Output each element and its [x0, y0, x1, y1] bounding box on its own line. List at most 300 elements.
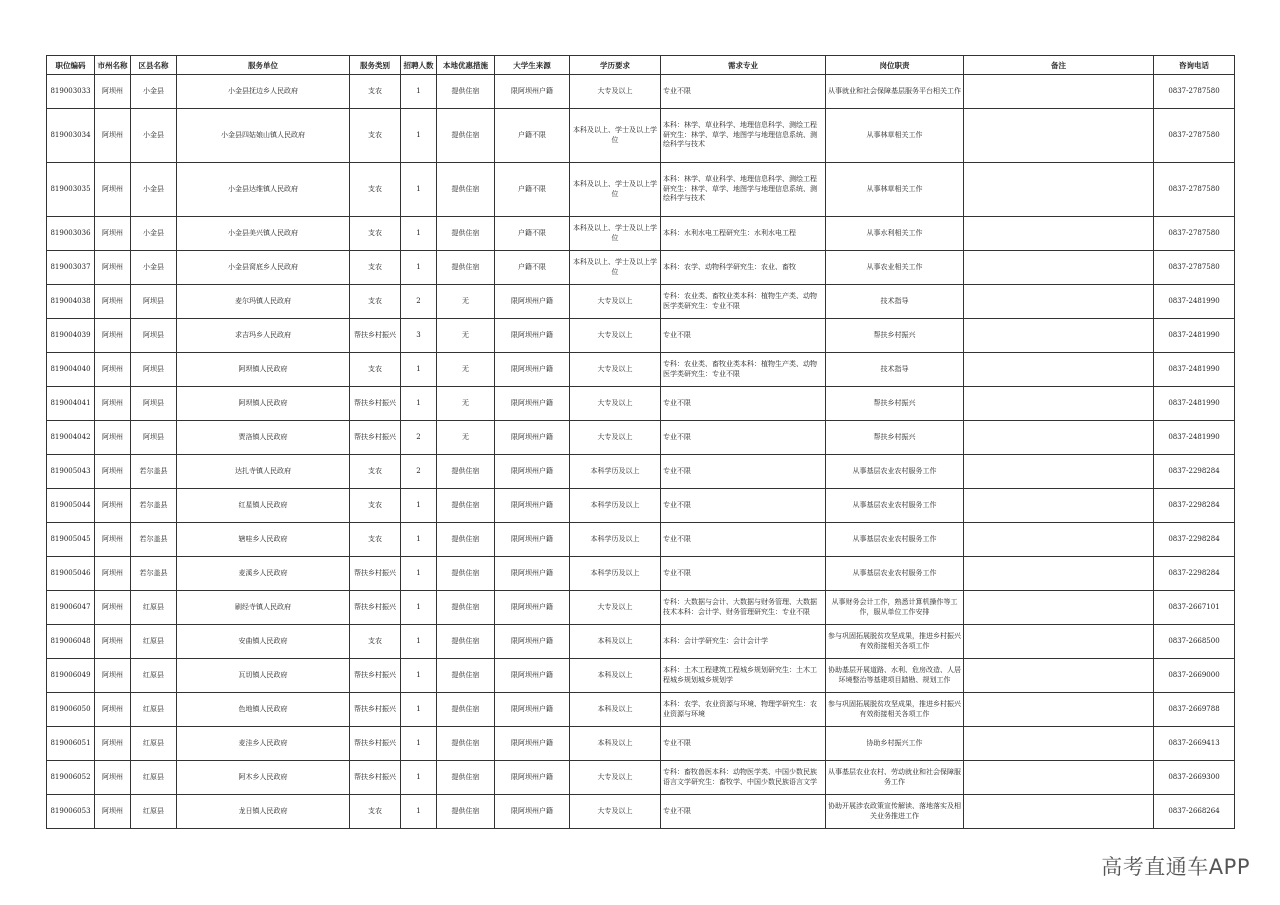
cell-county: 红原县	[131, 591, 177, 625]
cell-phone: 0837-2481990	[1154, 285, 1235, 319]
col-header-major: 需求专业	[661, 56, 826, 75]
cell-count: 1	[401, 557, 437, 591]
cell-unit: 贾洛镇人民政府	[177, 421, 350, 455]
cell-unit: 辖哇乡人民政府	[177, 523, 350, 557]
cell-city: 阿坝州	[95, 693, 131, 727]
cell-phone: 0837-2667101	[1154, 591, 1235, 625]
cell-education: 本科学历及以上	[570, 523, 661, 557]
cell-source: 限阿坝州户籍	[495, 75, 570, 109]
cell-code: 819006052	[47, 761, 95, 795]
cell-code: 819003037	[47, 251, 95, 285]
cell-city: 阿坝州	[95, 217, 131, 251]
cell-duty: 参与巩固拓展脱贫攻坚成果，推进乡村振兴有效衔接相关各项工作	[826, 625, 964, 659]
cell-major: 本科：林学、草业科学、地理信息科学、测绘工程研究生：林学、草学、地图学与地理信息系统、测绘科学与技术	[661, 163, 826, 217]
cell-source: 限阿坝州户籍	[495, 523, 570, 557]
cell-phone: 0837-2298284	[1154, 489, 1235, 523]
cell-city: 阿坝州	[95, 285, 131, 319]
cell-category: 支农	[350, 285, 401, 319]
cell-code: 819006050	[47, 693, 95, 727]
cell-city: 阿坝州	[95, 489, 131, 523]
cell-county: 若尔盖县	[131, 455, 177, 489]
cell-county: 小金县	[131, 109, 177, 163]
cell-unit: 达扎寺镇人民政府	[177, 455, 350, 489]
col-header-category: 服务类别	[350, 56, 401, 75]
table-row	[47, 693, 1235, 727]
cell-category: 帮扶乡村振兴	[350, 319, 401, 353]
cell-county: 小金县	[131, 75, 177, 109]
cell-benefit: 提供住宿	[437, 557, 495, 591]
cell-major: 本科：林学、草业科学、地理信息科学、测绘工程研究生：林学、草学、地图学与地理信息系统、测绘科学与技术	[661, 109, 826, 163]
header-row	[47, 56, 1235, 75]
cell-code: 819006049	[47, 659, 95, 693]
cell-county: 阿坝县	[131, 319, 177, 353]
table-row	[47, 387, 1235, 421]
cell-city: 阿坝州	[95, 455, 131, 489]
cell-note	[964, 109, 1154, 163]
cell-note	[964, 285, 1154, 319]
cell-count: 1	[401, 727, 437, 761]
table-row	[47, 251, 1235, 285]
table-row	[47, 353, 1235, 387]
cell-benefit: 无	[437, 319, 495, 353]
cell-county: 小金县	[131, 251, 177, 285]
cell-unit: 阿坝镇人民政府	[177, 387, 350, 421]
cell-code: 819006047	[47, 591, 95, 625]
cell-education: 本科及以上、学士及以上学位	[570, 163, 661, 217]
table-row	[47, 75, 1235, 109]
cell-code: 819005045	[47, 523, 95, 557]
cell-duty: 帮扶乡村振兴	[826, 387, 964, 421]
cell-city: 阿坝州	[95, 421, 131, 455]
cell-benefit: 提供住宿	[437, 163, 495, 217]
cell-note	[964, 387, 1154, 421]
cell-source: 限阿坝州户籍	[495, 591, 570, 625]
cell-source: 限阿坝州户籍	[495, 421, 570, 455]
cell-source: 限阿坝州户籍	[495, 761, 570, 795]
cell-code: 819004039	[47, 319, 95, 353]
cell-major: 本科：会计学研究生：会计会计学	[661, 625, 826, 659]
cell-benefit: 提供住宿	[437, 727, 495, 761]
cell-benefit: 提供住宿	[437, 693, 495, 727]
cell-duty: 参与巩固拓展脱贫攻坚成果，推进乡村振兴有效衔接相关各项工作	[826, 693, 964, 727]
col-header-benefit: 本地优惠措施	[437, 56, 495, 75]
cell-code: 819004041	[47, 387, 95, 421]
cell-education: 本科及以上、学士及以上学位	[570, 251, 661, 285]
cell-city: 阿坝州	[95, 625, 131, 659]
cell-category: 支农	[350, 251, 401, 285]
cell-source: 限阿坝州户籍	[495, 455, 570, 489]
cell-source: 户籍不限	[495, 251, 570, 285]
cell-note	[964, 455, 1154, 489]
cell-category: 帮扶乡村振兴	[350, 387, 401, 421]
cell-benefit: 提供住宿	[437, 625, 495, 659]
cell-category: 帮扶乡村振兴	[350, 557, 401, 591]
table-row	[47, 163, 1235, 217]
cell-major: 专业不限	[661, 421, 826, 455]
cell-phone: 0837-2298284	[1154, 455, 1235, 489]
cell-unit: 麦溪乡人民政府	[177, 557, 350, 591]
cell-category: 支农	[350, 523, 401, 557]
cell-benefit: 提供住宿	[437, 251, 495, 285]
cell-count: 1	[401, 109, 437, 163]
cell-count: 1	[401, 217, 437, 251]
cell-source: 限阿坝州户籍	[495, 557, 570, 591]
cell-category: 支农	[350, 353, 401, 387]
cell-education: 本科及以上	[570, 727, 661, 761]
cell-education: 本科学历及以上	[570, 455, 661, 489]
cell-education: 本科及以上、学士及以上学位	[570, 109, 661, 163]
table-row	[47, 455, 1235, 489]
cell-education: 大专及以上	[570, 421, 661, 455]
cell-source: 限阿坝州户籍	[495, 727, 570, 761]
cell-county: 小金县	[131, 163, 177, 217]
cell-category: 支农	[350, 163, 401, 217]
cell-phone: 0837-2481990	[1154, 353, 1235, 387]
cell-county: 阿坝县	[131, 285, 177, 319]
cell-education: 大专及以上	[570, 353, 661, 387]
cell-phone: 0837-2481990	[1154, 387, 1235, 421]
cell-note	[964, 557, 1154, 591]
cell-unit: 小金县窝底乡人民政府	[177, 251, 350, 285]
cell-county: 红原县	[131, 693, 177, 727]
cell-count: 1	[401, 591, 437, 625]
cell-code: 819006053	[47, 795, 95, 829]
cell-city: 阿坝州	[95, 75, 131, 109]
table-row	[47, 523, 1235, 557]
cell-county: 若尔盖县	[131, 557, 177, 591]
cell-city: 阿坝州	[95, 523, 131, 557]
cell-category: 支农	[350, 75, 401, 109]
cell-phone: 0837-2669413	[1154, 727, 1235, 761]
cell-education: 大专及以上	[570, 795, 661, 829]
cell-category: 支农	[350, 625, 401, 659]
cell-phone: 0837-2787580	[1154, 217, 1235, 251]
cell-phone: 0837-2669300	[1154, 761, 1235, 795]
cell-county: 红原县	[131, 761, 177, 795]
table-row	[47, 659, 1235, 693]
cell-major: 专业不限	[661, 727, 826, 761]
cell-count: 3	[401, 319, 437, 353]
cell-benefit: 无	[437, 285, 495, 319]
cell-source: 限阿坝州户籍	[495, 319, 570, 353]
cell-source: 户籍不限	[495, 217, 570, 251]
col-header-unit: 服务单位	[177, 56, 350, 75]
cell-benefit: 提供住宿	[437, 659, 495, 693]
cell-unit: 小金县美兴镇人民政府	[177, 217, 350, 251]
cell-phone: 0837-2787580	[1154, 109, 1235, 163]
cell-major: 专业不限	[661, 795, 826, 829]
cell-note	[964, 217, 1154, 251]
cell-count: 1	[401, 795, 437, 829]
cell-duty: 从事农业相关工作	[826, 251, 964, 285]
col-header-count: 招聘人数	[401, 56, 437, 75]
col-header-note: 备注	[964, 56, 1154, 75]
cell-duty: 从事基层农业农村、劳动就业和社会保障服务工作	[826, 761, 964, 795]
cell-category: 支农	[350, 489, 401, 523]
cell-education: 本科及以上	[570, 659, 661, 693]
table-row	[47, 319, 1235, 353]
cell-city: 阿坝州	[95, 109, 131, 163]
cell-city: 阿坝州	[95, 761, 131, 795]
table-row	[47, 591, 1235, 625]
cell-benefit: 提供住宿	[437, 75, 495, 109]
cell-county: 红原县	[131, 795, 177, 829]
cell-duty: 从事林草相关工作	[826, 109, 964, 163]
col-header-duty: 岗位职责	[826, 56, 964, 75]
col-header-county: 区县名称	[131, 56, 177, 75]
cell-major: 专业不限	[661, 75, 826, 109]
col-header-city: 市州名称	[95, 56, 131, 75]
cell-category: 帮扶乡村振兴	[350, 421, 401, 455]
cell-city: 阿坝州	[95, 659, 131, 693]
cell-county: 红原县	[131, 625, 177, 659]
cell-count: 1	[401, 251, 437, 285]
cell-category: 支农	[350, 795, 401, 829]
table-row	[47, 217, 1235, 251]
cell-major: 本科：农学、农业资源与环境、物理学研究生：农业资源与环境	[661, 693, 826, 727]
cell-note	[964, 693, 1154, 727]
cell-phone: 0837-2787580	[1154, 75, 1235, 109]
table-row	[47, 557, 1235, 591]
cell-city: 阿坝州	[95, 319, 131, 353]
cell-count: 1	[401, 659, 437, 693]
cell-duty: 技术指导	[826, 353, 964, 387]
cell-benefit: 提供住宿	[437, 591, 495, 625]
cell-major: 专业不限	[661, 523, 826, 557]
cell-phone: 0837-2481990	[1154, 421, 1235, 455]
cell-benefit: 无	[437, 387, 495, 421]
cell-city: 阿坝州	[95, 795, 131, 829]
cell-unit: 阿木乡人民政府	[177, 761, 350, 795]
cell-note	[964, 319, 1154, 353]
cell-duty: 帮扶乡村振兴	[826, 421, 964, 455]
cell-major: 专科：畜牧兽医本科：动物医学类、中国少数民族语言文学研究生：畜牧学、中国少数民族语言文学	[661, 761, 826, 795]
cell-note	[964, 353, 1154, 387]
cell-county: 小金县	[131, 217, 177, 251]
cell-benefit: 无	[437, 353, 495, 387]
cell-code: 819006051	[47, 727, 95, 761]
cell-city: 阿坝州	[95, 353, 131, 387]
cell-note	[964, 523, 1154, 557]
cell-duty: 从事基层农业农村服务工作	[826, 523, 964, 557]
cell-code: 819003033	[47, 75, 95, 109]
cell-category: 帮扶乡村振兴	[350, 761, 401, 795]
table-row	[47, 795, 1235, 829]
cell-source: 限阿坝州户籍	[495, 659, 570, 693]
cell-note	[964, 489, 1154, 523]
cell-city: 阿坝州	[95, 591, 131, 625]
cell-city: 阿坝州	[95, 387, 131, 421]
cell-source: 限阿坝州户籍	[495, 285, 570, 319]
cell-source: 限阿坝州户籍	[495, 693, 570, 727]
cell-note	[964, 591, 1154, 625]
cell-county: 阿坝县	[131, 421, 177, 455]
cell-count: 1	[401, 353, 437, 387]
cell-source: 限阿坝州户籍	[495, 387, 570, 421]
cell-duty: 从事财务会计工作，熟悉计算机操作等工作，服从单位工作安排	[826, 591, 964, 625]
cell-code: 819003034	[47, 109, 95, 163]
cell-category: 帮扶乡村振兴	[350, 727, 401, 761]
cell-benefit: 提供住宿	[437, 217, 495, 251]
cell-count: 1	[401, 387, 437, 421]
cell-phone: 0837-2787580	[1154, 163, 1235, 217]
cell-benefit: 无	[437, 421, 495, 455]
cell-note	[964, 795, 1154, 829]
cell-category: 支农	[350, 455, 401, 489]
cell-major: 专业不限	[661, 319, 826, 353]
cell-education: 本科及以上	[570, 625, 661, 659]
cell-source: 户籍不限	[495, 109, 570, 163]
cell-benefit: 提供住宿	[437, 109, 495, 163]
cell-note	[964, 625, 1154, 659]
cell-major: 专业不限	[661, 387, 826, 421]
cell-phone: 0837-2669788	[1154, 693, 1235, 727]
recruitment-table	[46, 55, 1235, 829]
cell-count: 1	[401, 489, 437, 523]
cell-phone: 0837-2481990	[1154, 319, 1235, 353]
cell-unit: 小金县抚边乡人民政府	[177, 75, 350, 109]
table-row	[47, 761, 1235, 795]
table-body	[47, 75, 1235, 829]
cell-county: 若尔盖县	[131, 523, 177, 557]
cell-unit: 色地镇人民政府	[177, 693, 350, 727]
cell-city: 阿坝州	[95, 251, 131, 285]
cell-category: 支农	[350, 109, 401, 163]
cell-major: 专业不限	[661, 557, 826, 591]
cell-major: 专科：农业类、畜牧业类本科：植物生产类、动物医学类研究生：专业不限	[661, 285, 826, 319]
cell-code: 819003035	[47, 163, 95, 217]
cell-unit: 求吉玛乡人民政府	[177, 319, 350, 353]
cell-unit: 红星镇人民政府	[177, 489, 350, 523]
cell-count: 1	[401, 163, 437, 217]
cell-duty: 从事林草相关工作	[826, 163, 964, 217]
cell-duty: 从事基层农业农村服务工作	[826, 489, 964, 523]
cell-note	[964, 251, 1154, 285]
cell-benefit: 提供住宿	[437, 523, 495, 557]
cell-major: 专业不限	[661, 489, 826, 523]
cell-benefit: 提供住宿	[437, 795, 495, 829]
cell-category: 帮扶乡村振兴	[350, 659, 401, 693]
cell-major: 本科：农学、动物科学研究生：农业、畜牧	[661, 251, 826, 285]
watermark-text: 高考直通车APP	[1101, 855, 1250, 879]
cell-code: 819004038	[47, 285, 95, 319]
cell-unit: 麦尔玛镇人民政府	[177, 285, 350, 319]
cell-category: 帮扶乡村振兴	[350, 591, 401, 625]
cell-unit: 小金县四姑娘山镇人民政府	[177, 109, 350, 163]
cell-note	[964, 421, 1154, 455]
cell-count: 2	[401, 285, 437, 319]
cell-education: 本科学历及以上	[570, 557, 661, 591]
cell-code: 819005044	[47, 489, 95, 523]
cell-unit: 瓦切镇人民政府	[177, 659, 350, 693]
cell-phone: 0837-2668264	[1154, 795, 1235, 829]
cell-count: 1	[401, 75, 437, 109]
cell-source: 户籍不限	[495, 163, 570, 217]
cell-duty: 协助乡村振兴工作	[826, 727, 964, 761]
cell-education: 大专及以上	[570, 75, 661, 109]
cell-education: 本科学历及以上	[570, 489, 661, 523]
table-row	[47, 421, 1235, 455]
col-header-education: 学历要求	[570, 56, 661, 75]
cell-category: 帮扶乡村振兴	[350, 693, 401, 727]
col-header-source: 大学生来源	[495, 56, 570, 75]
cell-education: 大专及以上	[570, 761, 661, 795]
cell-duty: 从事基层农业农村服务工作	[826, 455, 964, 489]
cell-count: 2	[401, 455, 437, 489]
cell-major: 本科：水利水电工程研究生：水利水电工程	[661, 217, 826, 251]
cell-note	[964, 163, 1154, 217]
cell-major: 专科：农业类、畜牧业类本科：植物生产类、动物医学类研究生：专业不限	[661, 353, 826, 387]
cell-duty: 帮扶乡村振兴	[826, 319, 964, 353]
cell-benefit: 提供住宿	[437, 489, 495, 523]
cell-category: 支农	[350, 217, 401, 251]
cell-education: 大专及以上	[570, 285, 661, 319]
cell-code: 819006048	[47, 625, 95, 659]
cell-education: 大专及以上	[570, 319, 661, 353]
cell-phone: 0837-2787580	[1154, 251, 1235, 285]
cell-duty: 从事就业和社会保障基层服务平台相关工作	[826, 75, 964, 109]
table-row	[47, 489, 1235, 523]
cell-benefit: 提供住宿	[437, 761, 495, 795]
cell-unit: 安曲镇人民政府	[177, 625, 350, 659]
cell-city: 阿坝州	[95, 557, 131, 591]
cell-education: 大专及以上	[570, 591, 661, 625]
cell-note	[964, 75, 1154, 109]
cell-duty: 协助开展涉农政策宣传解读、落地落实及相关业务推进工作	[826, 795, 964, 829]
table-row	[47, 285, 1235, 319]
cell-source: 限阿坝州户籍	[495, 353, 570, 387]
cell-education: 本科及以上、学士及以上学位	[570, 217, 661, 251]
cell-benefit: 提供住宿	[437, 455, 495, 489]
cell-education: 本科及以上	[570, 693, 661, 727]
cell-code: 819004042	[47, 421, 95, 455]
cell-note	[964, 659, 1154, 693]
cell-count: 1	[401, 761, 437, 795]
cell-major: 专科：大数据与会计、大数据与财务管理、大数据技术本科：会计学、财务管理研究生：专业不限	[661, 591, 826, 625]
cell-major: 专业不限	[661, 455, 826, 489]
cell-note	[964, 727, 1154, 761]
cell-county: 阿坝县	[131, 353, 177, 387]
table-row	[47, 625, 1235, 659]
cell-duty: 从事水利相关工作	[826, 217, 964, 251]
cell-city: 阿坝州	[95, 727, 131, 761]
cell-note	[964, 761, 1154, 795]
cell-unit: 麦洼乡人民政府	[177, 727, 350, 761]
cell-source: 限阿坝州户籍	[495, 795, 570, 829]
cell-duty: 从事基层农业农村服务工作	[826, 557, 964, 591]
table-row	[47, 109, 1235, 163]
cell-city: 阿坝州	[95, 163, 131, 217]
cell-phone: 0837-2298284	[1154, 557, 1235, 591]
cell-county: 红原县	[131, 659, 177, 693]
cell-phone: 0837-2668500	[1154, 625, 1235, 659]
cell-unit: 刷经寺镇人民政府	[177, 591, 350, 625]
cell-unit: 阿坝镇人民政府	[177, 353, 350, 387]
col-header-phone: 咨询电话	[1154, 56, 1235, 75]
cell-count: 2	[401, 421, 437, 455]
table-row	[47, 727, 1235, 761]
cell-education: 大专及以上	[570, 387, 661, 421]
cell-code: 819005046	[47, 557, 95, 591]
cell-county: 若尔盖县	[131, 489, 177, 523]
cell-phone: 0837-2669000	[1154, 659, 1235, 693]
cell-source: 限阿坝州户籍	[495, 489, 570, 523]
cell-code: 819005043	[47, 455, 95, 489]
cell-unit: 龙日镇人民政府	[177, 795, 350, 829]
cell-duty: 技术指导	[826, 285, 964, 319]
cell-code: 819003036	[47, 217, 95, 251]
cell-source: 限阿坝州户籍	[495, 625, 570, 659]
